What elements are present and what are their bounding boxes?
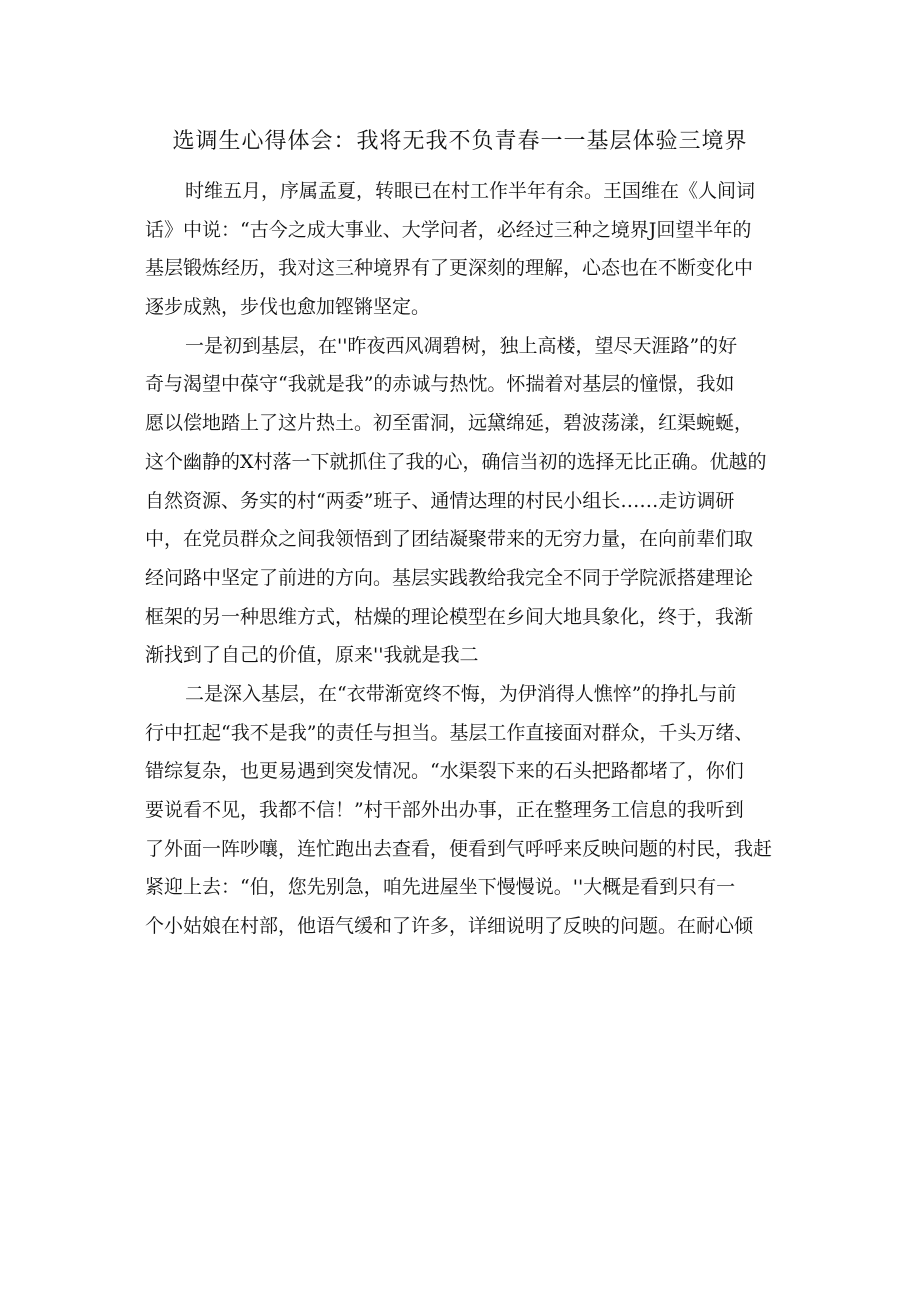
paragraph-3-line: 错综复杂，也更易遇到突发情况。“水渠裂下来的石头把路都堵了，你们: [145, 760, 744, 783]
paragraph-3-line: 紧迎上去：“伯，您先别急，咱先进屋坐下慢慢说。''大概是看到只有一: [145, 876, 736, 899]
paragraph-2-line: 经问路中坚定了前进的方向。基层实践教给我完全不同于学院派搭建理论: [145, 566, 754, 589]
paragraph-2-line: 奇与渴望中葆守“我就是我”的赤诚与热忱。怀揣着对基层的憧憬，我如: [145, 373, 735, 396]
paragraph-3-line: 了外面一阵吵嚷，连忙跑出去查看，便看到气呼呼来反映问题的村民，我赶: [145, 837, 773, 860]
paragraph-2-line: 中，在党员群众之间我领悟到了团结凝聚带来的无穷力量，在向前辈们取: [145, 528, 754, 551]
paragraph-2-line: 一是初到基层，在''昨夜西风凋碧树，独上高楼，望尽天涯路”的好: [185, 334, 738, 357]
paragraph-1-line: 基层锻炼经历，我对这三种境界有了更深刻的理解，心态也在不断变化中: [145, 257, 754, 280]
paragraph-3-line: 个小姑娘在村部，他语气缓和了许多，详细说明了反映的问题。在耐心倾: [145, 915, 754, 938]
paragraph-2-line: 自然资源、务实的村“两委”班子、通情达理的村民小组长……走访调研: [145, 489, 735, 512]
paragraph-1-line: 逐步成熟，步伐也愈加铿锵坚定。: [145, 296, 431, 319]
paragraph-2-line: 愿以偿地踏上了这片热土。初至雷洞，远黛绵延，碧波荡漾，红渠蜿蜒，: [145, 412, 754, 435]
paragraph-3-line: 行中扛起“我不是我”的责任与担当。基层工作直接面对群众，千头万绪、: [145, 721, 754, 744]
paragraph-1-line: 时维五月，序属孟夏，转眼已在村工作半年有余。王国维在《人间词: [185, 180, 756, 202]
document-body: [145, 172, 785, 946]
paragraph-1-line: 话》中说：“古今之成大事业、大学问者，必经过三种之境界J回望半年的: [145, 218, 752, 241]
paragraph-3-line: 要说看不见，我都不信！”村干部外出办事，正在整理务工信息的我听到: [145, 799, 744, 821]
paragraph-2-line: 框架的另一种思维方式，枯燥的理论模型在乡间大地具象化，终于，我渐: [145, 605, 754, 628]
paragraph-3-line: 二是深入基层，在“衣带渐宽终不悔，为伊消得人憔悴”的挣扎与前: [185, 682, 737, 705]
paragraph-2-line: 渐找到了自己的价值，原来''我就是我二: [145, 644, 479, 667]
document-title: 选调生心得体会：我将无我不负青春一一基层体验三境界: [172, 129, 748, 154]
paragraph-2-line: 这个幽静的X村落一下就抓住了我的心，确信当初的选择无比正确。优越的: [145, 450, 767, 473]
